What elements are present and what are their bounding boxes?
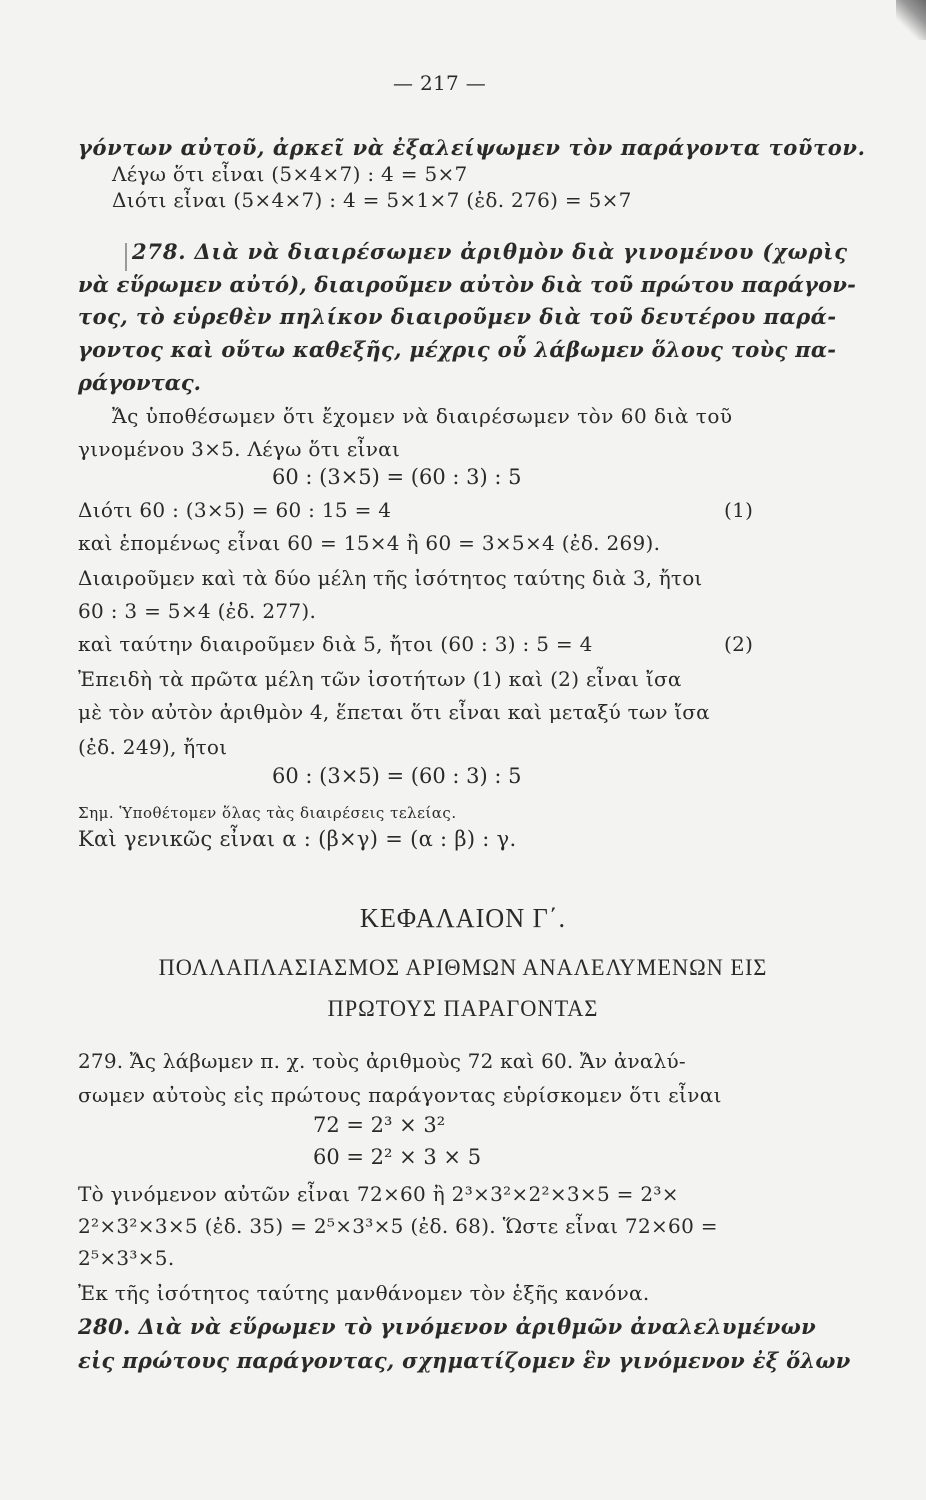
text-line-15: 60 : 3 = 5×4 (ἐδ. 277).	[78, 599, 317, 623]
text-line-28: 2²×3²×3×5 (ἐδ. 35) = 2⁵×3³×5 (ἐδ. 68). Ὥστε εἶναι 72×60 =	[78, 1214, 718, 1238]
text-line-27: Τὸ γινόμενον αὐτῶν εἶναι 72×60 ἢ 2³×3²×2²×3×5 = 2³×	[78, 1182, 679, 1206]
text-line-30: Ἐκ τῆς ἰσότητος ταύτης μανθάνομεν τὸν ἑξῆς κανόνα.	[78, 1281, 650, 1305]
text-line-7: γοντος καὶ οὕτω καθεξῆς, μέχρις οὗ λάβωμεν ὅλους τοὺς πα-	[78, 337, 837, 362]
text-line-5: νὰ εὕρωμεν αὐτό), διαιροῦμεν αὐτὸν διὰ τοῦ πρώτου παράγον-	[78, 272, 857, 297]
text-line-29: 2⁵×3³×5.	[78, 1246, 175, 1270]
chapter-heading: ΚΕΦΑΛΑΙΟΝ Γ΄.	[359, 903, 567, 933]
equation-2: 60 : (3×5) = (60 : 3) : 5	[272, 764, 522, 788]
text-line-24: σωμεν αὐτοὺς εἰς πρώτους παράγοντας εὑρίσκομεν ὅτι εἶναι	[78, 1083, 722, 1107]
text-line-6: τος, τὸ εὑρεθὲν πηλίκον διαιροῦμεν διὰ τοῦ δευτέρου παρά-	[78, 304, 837, 329]
equation-label-2: (2)	[724, 632, 754, 656]
text-line-13: καὶ ἑπομένως εἶναι 60 = 15×4 ἢ 60 = 3×5×4 (ἐδ. 269).	[78, 531, 661, 555]
note-line: Σημ. Ὑποθέτομεν ὅλας τὰς διαιρέσεις τελείας.	[78, 804, 457, 822]
text-line-14: Διαιροῦμεν καὶ τὰ δύο μέλη τῆς ἰσότητος ταύτης διὰ 3, ἤτοι	[78, 566, 703, 590]
text-line-12: Διότι 60 : (3×5) = 60 : 15 = 4	[78, 498, 392, 522]
chapter-title-line-2: ΠΡΩΤΟΥΣ ΠΑΡΑΓΟΝΤΑΣ	[327, 996, 599, 1021]
equation-3: 72 = 2³ × 3²	[313, 1113, 446, 1137]
text-line-4: 278. Διὰ νὰ διαιρέσωμεν ἀριθμὸν διὰ γινομένου (χωρὶς	[132, 239, 848, 264]
page-corner-shadow	[896, 0, 926, 40]
equation-4: 60 = 2² × 3 × 5	[313, 1145, 482, 1169]
text-line-2: Λέγω ὅτι εἶναι (5×4×7) : 4 = 5×7	[112, 162, 468, 186]
equation-label-1: (1)	[724, 498, 754, 522]
text-line-10: γινομένου 3×5. Λέγω ὅτι εἶναι	[78, 437, 401, 461]
text-line-17: Ἐπειδὴ τὰ πρῶτα μέλη τῶν ἰσοτήτων (1) καὶ (2) εἶναι ἴσα	[78, 667, 682, 691]
chapter-title-line-1: ΠΟΛΛΑΠΛΑΣΙΑΣΜΟΣ ΑΡΙΘΜΩΝ ΑΝΑΛΕΛΥΜΕΝΩΝ ΕΙΣ	[158, 955, 768, 980]
text-line-1: γόντων αὐτοῦ, ἀρκεῖ νὰ ἐξαλείψωμεν τὸν παράγοντα τοῦτον.	[78, 135, 866, 160]
text-line-3: Διότι εἶναι (5×4×7) : 4 = 5×1×7 (ἐδ. 276) = 5×7	[112, 188, 632, 212]
margin-mark	[125, 243, 127, 271]
equation-1: 60 : (3×5) = (60 : 3) : 5	[272, 465, 522, 489]
page-number: — 217 —	[393, 71, 486, 95]
text-line-9: Ἄς ὑποθέσωμεν ὅτι ἔχομεν νὰ διαιρέσωμεν τὸν 60 διὰ τοῦ	[112, 404, 733, 428]
text-line-23: 279. Ἄς λάβωμεν π. χ. τοὺς ἀριθμοὺς 72 καὶ 60. Ἄν ἀναλύ-	[78, 1049, 686, 1073]
text-line-8: ράγοντας.	[78, 370, 201, 395]
text-line-18: μὲ τὸν αὐτὸν ἀριθμὸν 4, ἕπεται ὅτι εἶναι καὶ μεταξύ των ἴσα	[78, 700, 710, 724]
text-line-31: 280. Διὰ νὰ εὕρωμεν τὸ γινόμενον ἀριθμῶν ἀναλελυμένων	[78, 1314, 817, 1339]
text-line-19: (ἐδ. 249), ἤτοι	[78, 735, 228, 759]
text-line-32: εἰς πρώτους παράγοντας, σχηματίζομεν ἓν γινόμενον ἐξ ὅλων	[78, 1348, 851, 1373]
text-line-22: Καὶ γενικῶς εἶναι α : (β×γ) = (α : β) : γ.	[78, 827, 517, 851]
text-line-16: καὶ ταύτην διαιροῦμεν διὰ 5, ἤτοι (60 : 3) : 5 = 4	[78, 632, 593, 656]
